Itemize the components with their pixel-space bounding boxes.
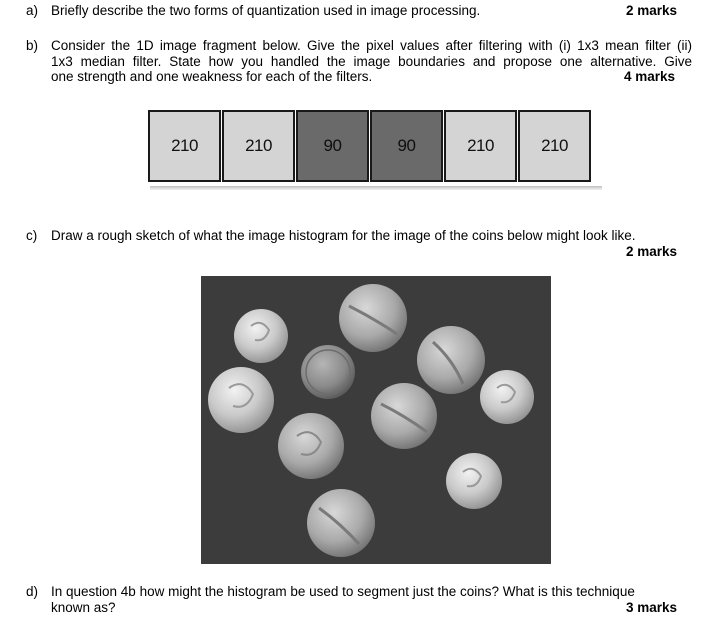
coin-nickel-right bbox=[417, 326, 485, 394]
coin-dime-left bbox=[234, 309, 288, 363]
question-d-text bbox=[51, 584, 692, 615]
question-b-line-2: 1x3 median filter. State how you handled the image boundaries and propose one alternative. Give bbox=[51, 53, 692, 69]
question-a-text: Briefly describe the two forms of quantization used in image processing. bbox=[51, 3, 481, 18]
coin-dime-right bbox=[480, 370, 534, 424]
question-b-line-3: one strength and one weakness for each of the filters. bbox=[51, 69, 373, 84]
pixel-fragment bbox=[148, 110, 602, 188]
pixel-cell-5: 210 bbox=[444, 110, 517, 182]
question-c-label: c) bbox=[26, 228, 38, 243]
coin-nickel-bottom bbox=[307, 489, 375, 557]
question-b-marks: 4 marks bbox=[624, 69, 676, 84]
question-b-text bbox=[51, 38, 692, 85]
question-d-line-2: known as? bbox=[51, 599, 116, 615]
question-c-text: Draw a rough sketch of what the image histogram for the image of the coins below might look like. bbox=[51, 228, 636, 243]
pixel-cell-4: 90 bbox=[370, 110, 443, 182]
coin-quarter-center bbox=[278, 413, 344, 479]
coin-dime-bottom-right bbox=[446, 453, 502, 509]
question-d-line-1: In question 4b how might the histogram be used to segment just the coins? What is this technique bbox=[51, 584, 635, 599]
question-b-label: b) bbox=[26, 38, 39, 53]
coins-image bbox=[201, 276, 551, 564]
question-a-label: a) bbox=[26, 3, 39, 18]
pixel-cell-3: 90 bbox=[296, 110, 369, 182]
question-b-line-1: Consider the 1D image fragment below. Give the pixel values after filtering with (i) 1x3 mean filter (ii) bbox=[51, 38, 692, 53]
coin-nickel-center bbox=[371, 383, 437, 449]
question-c-marks: 2 marks bbox=[626, 244, 678, 259]
pixel-fragment-shadow bbox=[150, 186, 602, 190]
coin-quarter-left bbox=[208, 367, 274, 433]
question-a-marks: 2 marks bbox=[626, 3, 678, 18]
coin-penny bbox=[301, 345, 355, 399]
pixel-cell-2: 210 bbox=[222, 110, 295, 182]
coin-nickel-top bbox=[339, 284, 407, 352]
question-d-marks: 3 marks bbox=[626, 600, 678, 615]
pixel-cell-6: 210 bbox=[518, 110, 591, 182]
question-d-label: d) bbox=[26, 584, 39, 599]
pixel-cell-1: 210 bbox=[148, 110, 221, 182]
